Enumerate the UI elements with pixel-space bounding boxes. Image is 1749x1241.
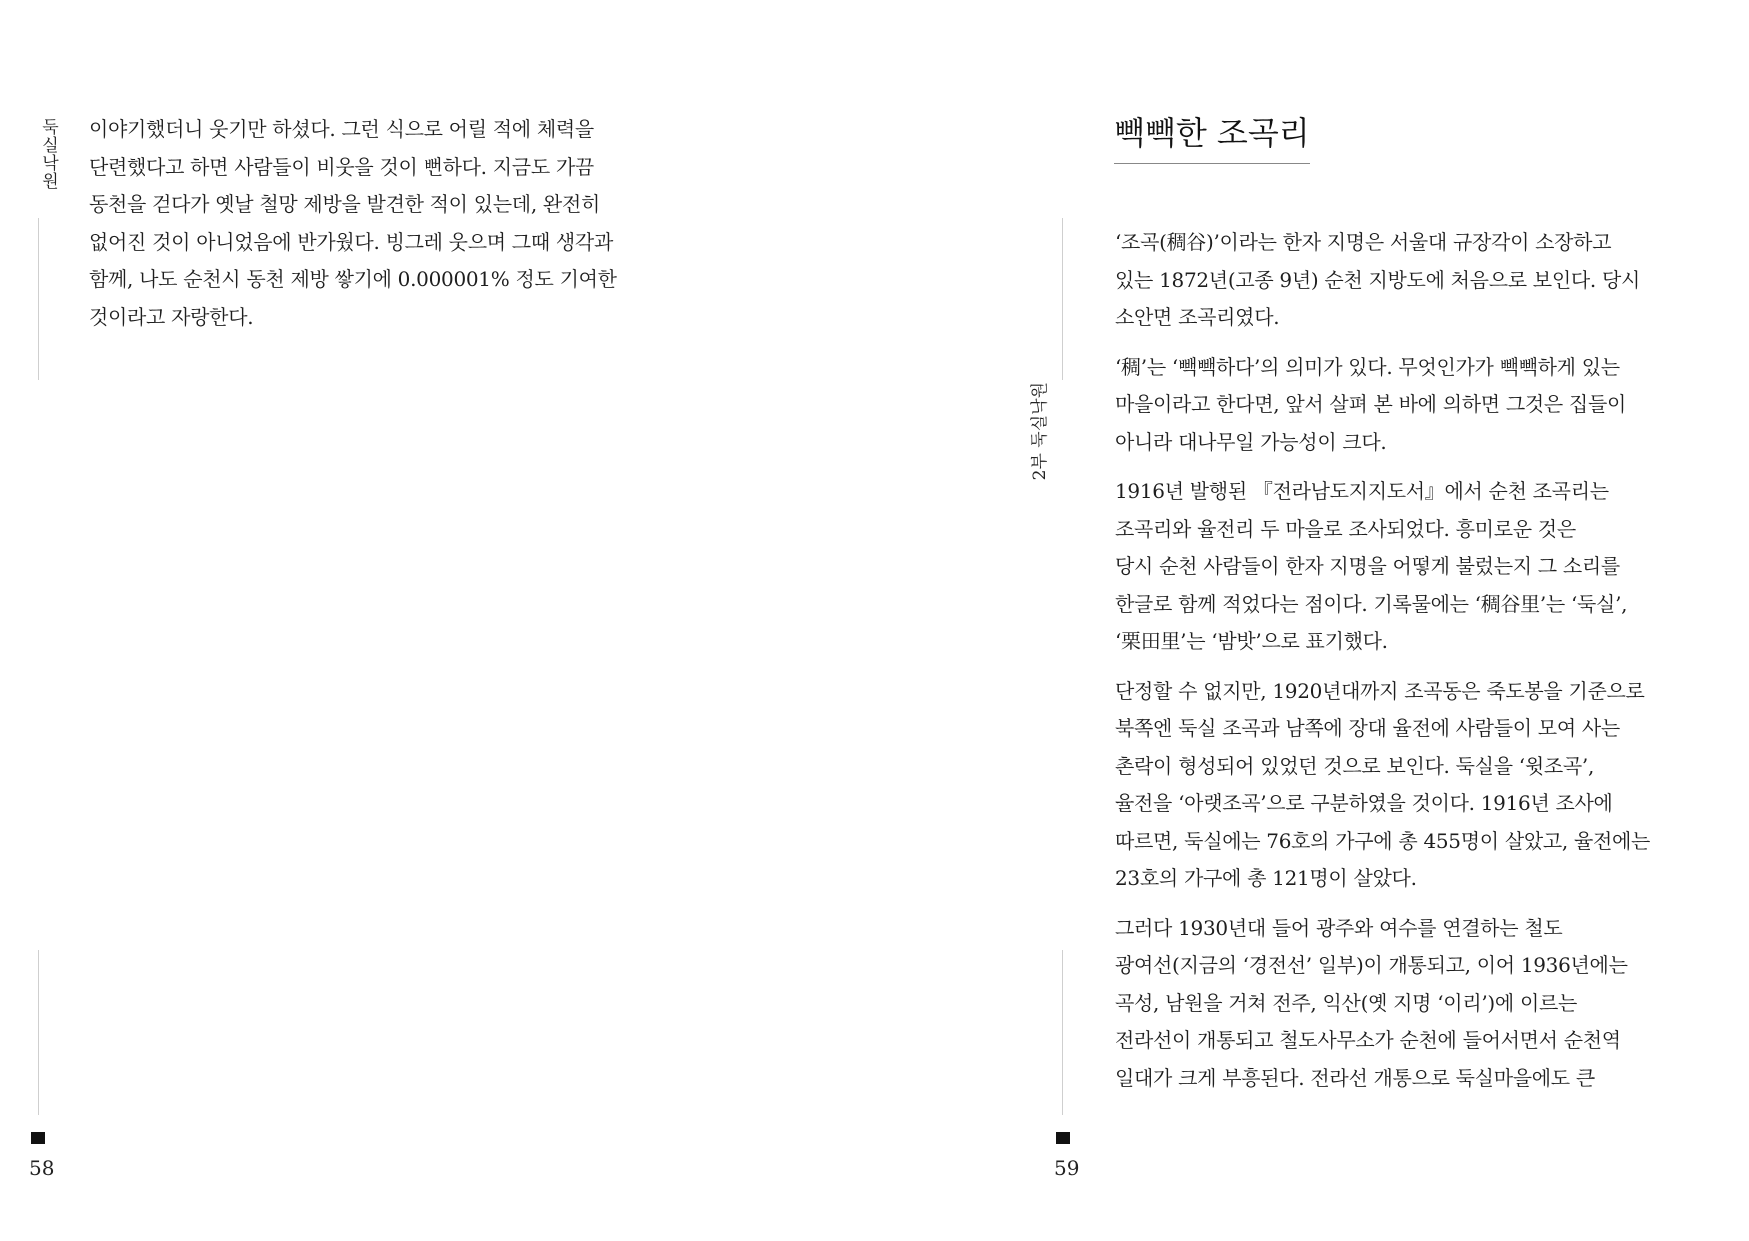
paragraph: 그러다 1930년대 들어 광주와 여수를 연결하는 철도 광여선(지금의 ‘경전선’ 일부)이 개통되고, 이어 1936년에는 곡성, 남원을 거쳐 전주, 익산(옛 지명 ‘이리’)에 이르는 전라선이 개통되고 철도사무소가 순천에 들어서면서 순천역 일대가 크게 부흥된다. 전라선 개통으로 둑실마을에도 큰: [1115, 915, 1628, 1090]
vertical-rule-bottom-left: [38, 950, 39, 1115]
vertical-rule-top-right: [1062, 218, 1063, 380]
running-title-right: 2부 둑실낙원: [1030, 382, 1050, 481]
left-page: [0, 0, 874, 1241]
vertical-rule-bottom-right: [1062, 950, 1063, 1115]
section-heading: 빽빽한 조곡리: [1114, 111, 1310, 164]
paragraph: 1916년 발행된 『전라남도지지도서』에서 순천 조곡리는 조곡리와 율전리 두 마을로 조사되었다. 흥미로운 것은 당시 순천 사람들이 한자 지명을 어떻게 불렀는지 그 소리를 한글로 함께 적었다는 점이다. 기록물에는 ‘稠谷里’는 ‘둑실’, ‘栗田里’는 ‘밤밧’으로 표기했다.: [1115, 479, 1628, 653]
right-body-text: [1115, 224, 1715, 1097]
page-number-right: 59: [1054, 1156, 1080, 1180]
running-title-left: 둑실낙원: [38, 118, 58, 190]
paragraph: ‘조곡(稠谷)’이라는 한자 지명은 서울대 규장각이 소장하고 있는 1872년(고종 9년) 순천 지방도에 처음으로 보인다. 당시 소안면 조곡리였다.: [1115, 230, 1641, 329]
paragraph: 단정할 수 없지만, 1920년대까지 조곡동은 죽도봉을 기준으로 북쪽엔 둑실 조곡과 남쪽에 장대 율전에 사람들이 모여 사는 촌락이 형성되어 있었던 것으로 보인다. 둑실을 ‘윗조곡’, 율전을 ‘아랫조곡’으로 구분하였을 것이다. 1916년 조사에 따르면, 둑실에는 76호의 가구에 총 455명이 살았고, 율전에는 23호의 가구에 총 121명이 살았다.: [1115, 678, 1651, 890]
paragraph: 이야기했더니 웃기만 하셨다. 그런 식으로 어릴 적에 체력을 단련했다고 하면 사람들이 비웃을 것이 뻔하다. 지금도 가끔 동천을 걷다가 옛날 철망 제방을 발견한 적이 있는데, 완전히 없어진 것이 아니었음에 반가웠다. 빙그레 웃으며 그때 생각과 함께, 나도 순천시 동천 제방 쌓기에 0.000001% 정도 기여한 것이라고 자랑한다.: [89, 117, 617, 329]
right-page: [874, 0, 1749, 1241]
left-body-text: [89, 111, 789, 336]
page-marker-left: [31, 1132, 45, 1144]
page-number-left: 58: [29, 1156, 55, 1180]
paragraph: ‘稠’는 ‘빽빽하다’의 의미가 있다. 무엇인가가 빽빽하게 있는 마을이라고 한다면, 앞서 살펴 본 바에 의하면 그것은 집들이 아니라 대나무일 가능성이 크다.: [1115, 354, 1626, 454]
vertical-rule-top-left: [38, 218, 39, 380]
page-marker-right: [1056, 1132, 1070, 1144]
